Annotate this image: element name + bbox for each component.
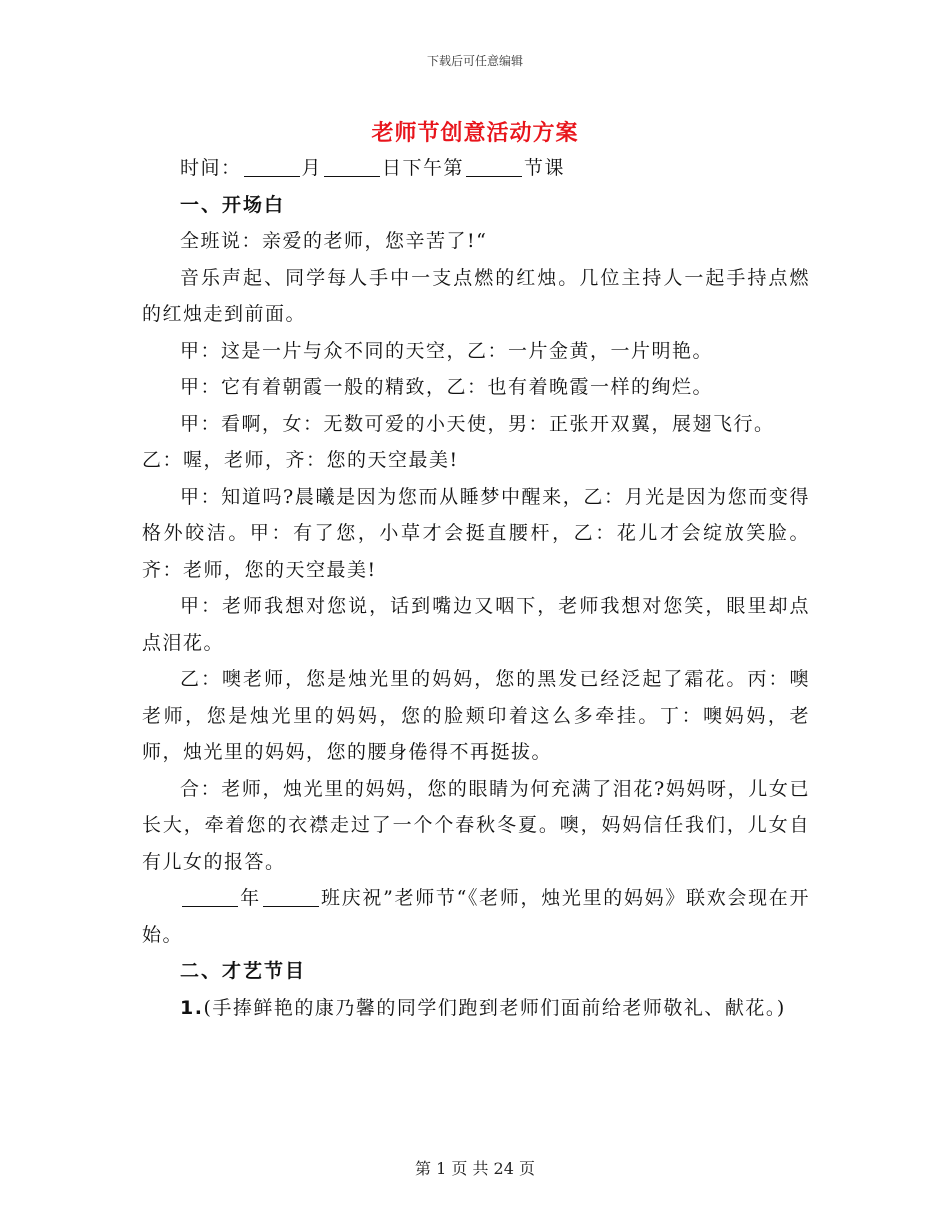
blank-field-class xyxy=(263,887,319,907)
list-item-text: (手捧鲜艳的康乃馨的同学们跑到老师们面前给老师敬礼、献花。) xyxy=(203,996,786,1019)
paragraph-2: 甲：这是一片与众不同的天空，乙：一片金黄，一片明艳。 xyxy=(180,339,714,362)
paragraph-6: 甲：知道吗?晨曦是因为您而从睡梦中醒来，乙：月光是因为您而变得格外皎洁。甲：有了您，小草才会挺直腰杆，乙：花儿才会绽放笑脸。齐：老师，您的天空最美! xyxy=(142,485,810,581)
list-item-1 xyxy=(142,990,810,1027)
paragraph-7: 甲：老师我想对您说，话到嘴边又咽下，老师我想对您笑，眼里却点点泪花。 xyxy=(142,595,810,654)
blank-field-year xyxy=(182,887,238,907)
paragraph-3: 甲：它有着朝霞一般的精致，乙：也有着晚霞一样的绚烂。 xyxy=(180,376,714,398)
paragraph-5: 乙：喔，老师，齐：您的天空最美! xyxy=(142,449,459,471)
blank-field-lesson xyxy=(466,157,522,177)
blank-field-day xyxy=(324,157,380,177)
paragraph-9: 合：老师，烛光里的妈妈，您的眼睛为何充满了泪花?妈妈呀，儿女已长大，牵着您的衣襟走过了一个个春秋冬夏。噢，妈妈信任我们，儿女自有儿女的报答。 xyxy=(142,777,810,873)
list-item-number: 1. xyxy=(180,996,204,1019)
time-month-label: 月 xyxy=(301,157,323,179)
section-heading-opening: 一、开场白 xyxy=(180,193,286,216)
announce-line xyxy=(142,880,810,953)
paragraph-4: 甲：看啊，女：无数可爱的小天使，男：正张开双翼，展翅飞行。 xyxy=(180,412,775,435)
time-day-label: 日下午第 xyxy=(382,157,465,179)
paragraph-0: 全班说：亲爱的老师，您辛苦了!“ xyxy=(180,230,488,252)
announce-text: 班庆祝”老师节“《老师，烛光里的妈妈》联欢会现在开始。 xyxy=(142,887,810,946)
announce-year-label: 年 xyxy=(240,887,261,909)
time-line xyxy=(142,150,810,187)
document-body xyxy=(142,150,810,1026)
document-title: 老师节创意活动方案 xyxy=(371,120,579,146)
paragraph-8: 乙：噢老师，您是烛光里的妈妈，您的黑发已经泛起了霜花。丙：噢老师，您是烛光里的妈妈，您的脸颊印着这么多牵挂。丁：噢妈妈，老师，烛光里的妈妈，您的腰身倦得不再挺拔。 xyxy=(142,668,810,763)
header-note: 下载后可任意编辑 xyxy=(426,54,523,68)
page-number-footer: 第 1 页 共 24 页 xyxy=(415,1159,535,1178)
time-lesson-label: 节课 xyxy=(524,157,566,179)
paragraph-1: 音乐声起、同学每人手中一支点燃的红烛。几位主持人一起手持点燃的红烛走到前面。 xyxy=(142,266,810,325)
blank-field-month xyxy=(244,157,300,177)
time-prefix: 时间： xyxy=(180,157,242,179)
section-heading-talent: 二、才艺节目 xyxy=(180,960,307,982)
